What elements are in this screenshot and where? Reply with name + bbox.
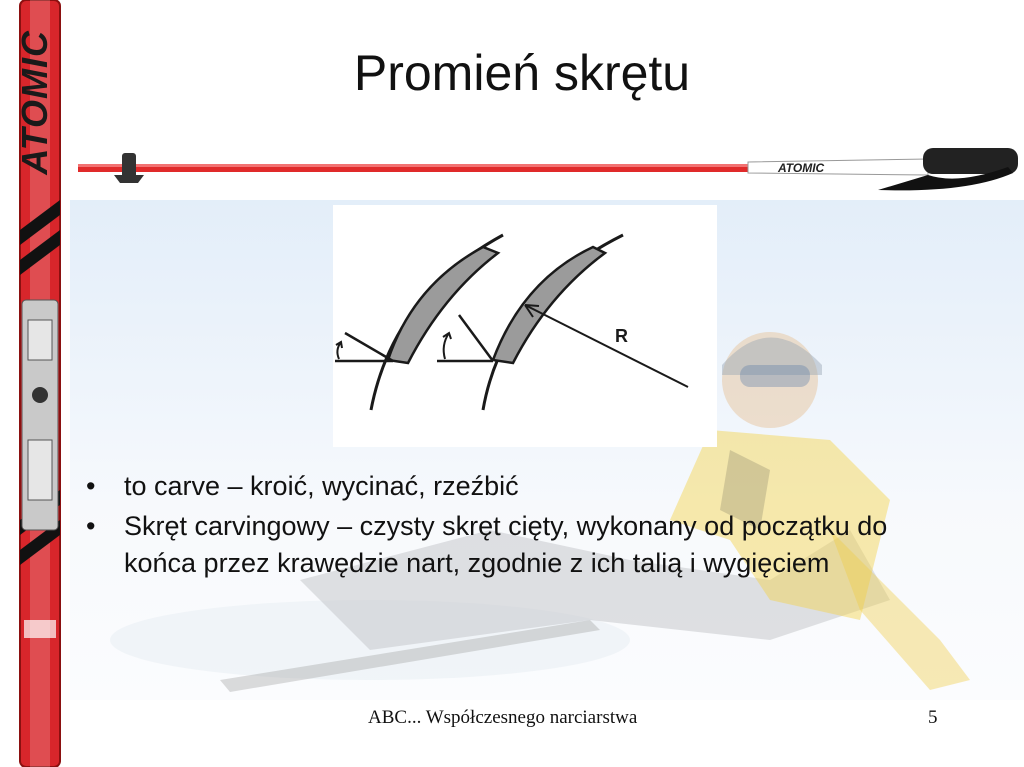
ski-pole-image	[78, 145, 1024, 205]
page-number: 5	[928, 707, 938, 728]
bullet-glyph: •	[86, 471, 96, 501]
bullet-text: to carve – kroić, wycinać, rzeźbić	[124, 471, 519, 501]
carving-radius-diagram	[333, 205, 717, 447]
radius-label: R	[615, 326, 628, 346]
pole-brand-label: ATOMIC	[778, 161, 825, 175]
ski-brand-label: ATOMIC	[14, 30, 55, 175]
diagram-svg	[333, 205, 717, 447]
right-ski-shape	[493, 247, 605, 363]
slide-footer: ABC... Współczesnego narciarstwa	[368, 707, 638, 728]
bullet-item	[84, 468, 924, 505]
bullet-list	[84, 468, 924, 585]
slide-title: Promień skrętu	[353, 45, 691, 101]
bullet-text: Skręt carvingowy – czysty skręt cięty, wykonany od początku do końca przez krawędzie nart, zgodnie z ich talią i wygięciem	[124, 511, 888, 578]
bullet-glyph: •	[86, 511, 96, 541]
bullet-item	[84, 508, 924, 582]
